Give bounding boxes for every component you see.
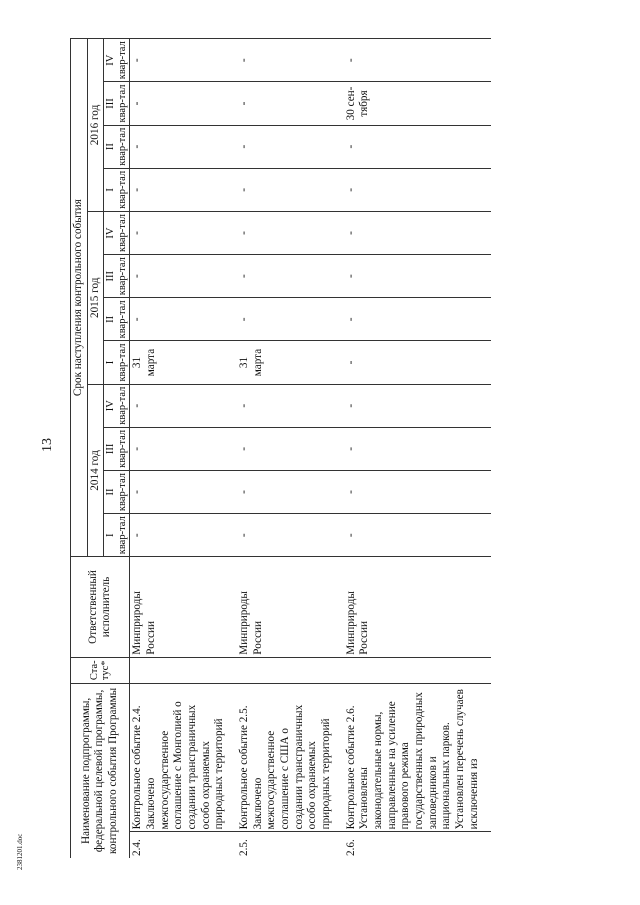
deadline-cell: -	[344, 125, 492, 168]
deadline-cell: -	[237, 39, 344, 82]
deadline-cell: -	[130, 39, 237, 82]
deadline-cell: -	[130, 82, 237, 125]
deadline-cell: -	[130, 211, 237, 254]
deadline-cell: 31 марта	[130, 341, 237, 384]
deadline-cell: -	[344, 39, 492, 82]
deadline-cell: -	[237, 384, 344, 427]
quarter-roman: IV	[105, 54, 117, 66]
quarter-header	[104, 470, 130, 513]
deadline-cell: -	[344, 255, 492, 298]
control-events-table	[70, 38, 491, 858]
year-2015-header: 2015 год	[87, 211, 104, 384]
deadline-cell: -	[344, 514, 492, 557]
deadline-group-header: Срок наступления контрольного события	[71, 39, 88, 557]
quarter-roman: III	[105, 270, 117, 282]
quarter-header	[104, 82, 130, 125]
deadline-cell: -	[130, 298, 237, 341]
deadline-cell: -	[237, 514, 344, 557]
quarter-header	[104, 125, 130, 168]
deadline-cell: -	[237, 298, 344, 341]
deadline-cell: -	[344, 470, 492, 513]
deadline-cell: -	[130, 125, 237, 168]
event-executor: Минприроды России	[237, 557, 344, 657]
deadline-cell: -	[130, 384, 237, 427]
year-2014-header: 2014 год	[87, 384, 104, 557]
deadline-cell: -	[130, 427, 237, 470]
year-2016-header: 2016 год	[87, 39, 104, 212]
row-number: 2.4.	[130, 832, 237, 858]
deadline-cell: -	[344, 341, 492, 384]
quarter-header	[104, 298, 130, 341]
quarter-word: квар-тал	[116, 84, 128, 123]
quarter-roman: III	[105, 443, 117, 455]
quarter-word: квар-тал	[116, 343, 128, 382]
quarter-roman: III	[105, 98, 117, 109]
deadline-cell: 31 марта	[237, 341, 344, 384]
quarter-word: квар-тал	[116, 213, 128, 253]
deadline-cell: -	[237, 255, 344, 298]
quarter-roman: IV	[105, 227, 117, 239]
quarter-word: квар-тал	[116, 257, 128, 296]
quarter-roman: I	[105, 188, 117, 192]
rotated-table-container	[70, 38, 640, 858]
quarter-word: квар-тал	[116, 473, 128, 512]
table-body	[130, 39, 491, 859]
quarter-roman: II	[105, 143, 117, 151]
quarter-roman: I	[105, 360, 117, 365]
deadline-cell: -	[130, 514, 237, 557]
event-status	[344, 657, 492, 683]
event-name: Контрольное событие 2.5. Заключено межгосударственное соглашение с США о создании трансграничных особо охраняемых природных территорий	[237, 683, 344, 832]
quarter-header	[104, 427, 130, 470]
executor-column-header: Ответственный исполнитель	[71, 557, 130, 657]
deadline-cell: -	[344, 427, 492, 470]
quarter-header	[104, 514, 130, 557]
deadline-cell: -	[237, 125, 344, 168]
deadline-cell: -	[237, 82, 344, 125]
quarter-roman: IV	[105, 400, 117, 412]
quarter-word: квар-тал	[116, 41, 128, 80]
quarter-word: квар-тал	[116, 170, 128, 209]
deadline-cell: -	[237, 211, 344, 254]
deadline-cell: 30 сен-тября	[344, 82, 492, 125]
event-executor: Минприроды России	[344, 557, 492, 657]
deadline-cell: -	[344, 298, 492, 341]
row-number: 2.6.	[344, 832, 492, 858]
page-number: 13	[40, 438, 55, 452]
status-column-header: Ста-тус*	[71, 657, 130, 683]
quarter-header	[104, 168, 130, 211]
deadline-cell: -	[237, 168, 344, 211]
table-row	[344, 39, 492, 859]
quarter-word: квар-тал	[116, 386, 128, 425]
deadline-cell: -	[344, 168, 492, 211]
quarter-word: квар-тал	[116, 516, 128, 555]
quarter-header	[104, 255, 130, 298]
footer-filename: 2381201.doc	[16, 833, 24, 870]
table-row	[237, 39, 344, 859]
quarter-roman: II	[105, 315, 117, 323]
event-name: Контрольное событие 2.4. Заключено межгосударственное соглашение с Монголией о создании трансграничных особо охраняемых природных территорий	[130, 683, 237, 832]
quarter-word: квар-тал	[116, 300, 128, 339]
event-status	[130, 657, 237, 683]
table-row	[130, 39, 237, 859]
deadline-cell: -	[130, 470, 237, 513]
deadline-cell: -	[130, 168, 237, 211]
quarter-word: квар-тал	[116, 429, 128, 468]
deadline-cell: -	[344, 384, 492, 427]
deadline-cell: -	[130, 255, 237, 298]
quarter-header	[104, 341, 130, 384]
quarter-roman: I	[105, 533, 117, 537]
quarter-header	[104, 384, 130, 427]
quarter-header	[104, 39, 130, 82]
event-executor: Минприроды России	[130, 557, 237, 657]
deadline-cell: -	[237, 470, 344, 513]
quarter-word: квар-тал	[116, 127, 128, 166]
row-number: 2.5.	[237, 832, 344, 858]
event-status	[237, 657, 344, 683]
quarter-header	[104, 211, 130, 254]
deadline-cell: -	[344, 211, 492, 254]
deadline-cell: -	[237, 427, 344, 470]
name-column-header: Наименование подпрограммы, федеральной целевой программы, контрольного события Программы	[71, 683, 130, 858]
quarter-roman: II	[105, 488, 117, 496]
event-name: Контрольное событие 2.6. Установлены законодательные нормы, направленные на усиление правового режима государственных природных заповедников и национальных парков. Установлен перечень случаев исключения из	[344, 683, 492, 832]
